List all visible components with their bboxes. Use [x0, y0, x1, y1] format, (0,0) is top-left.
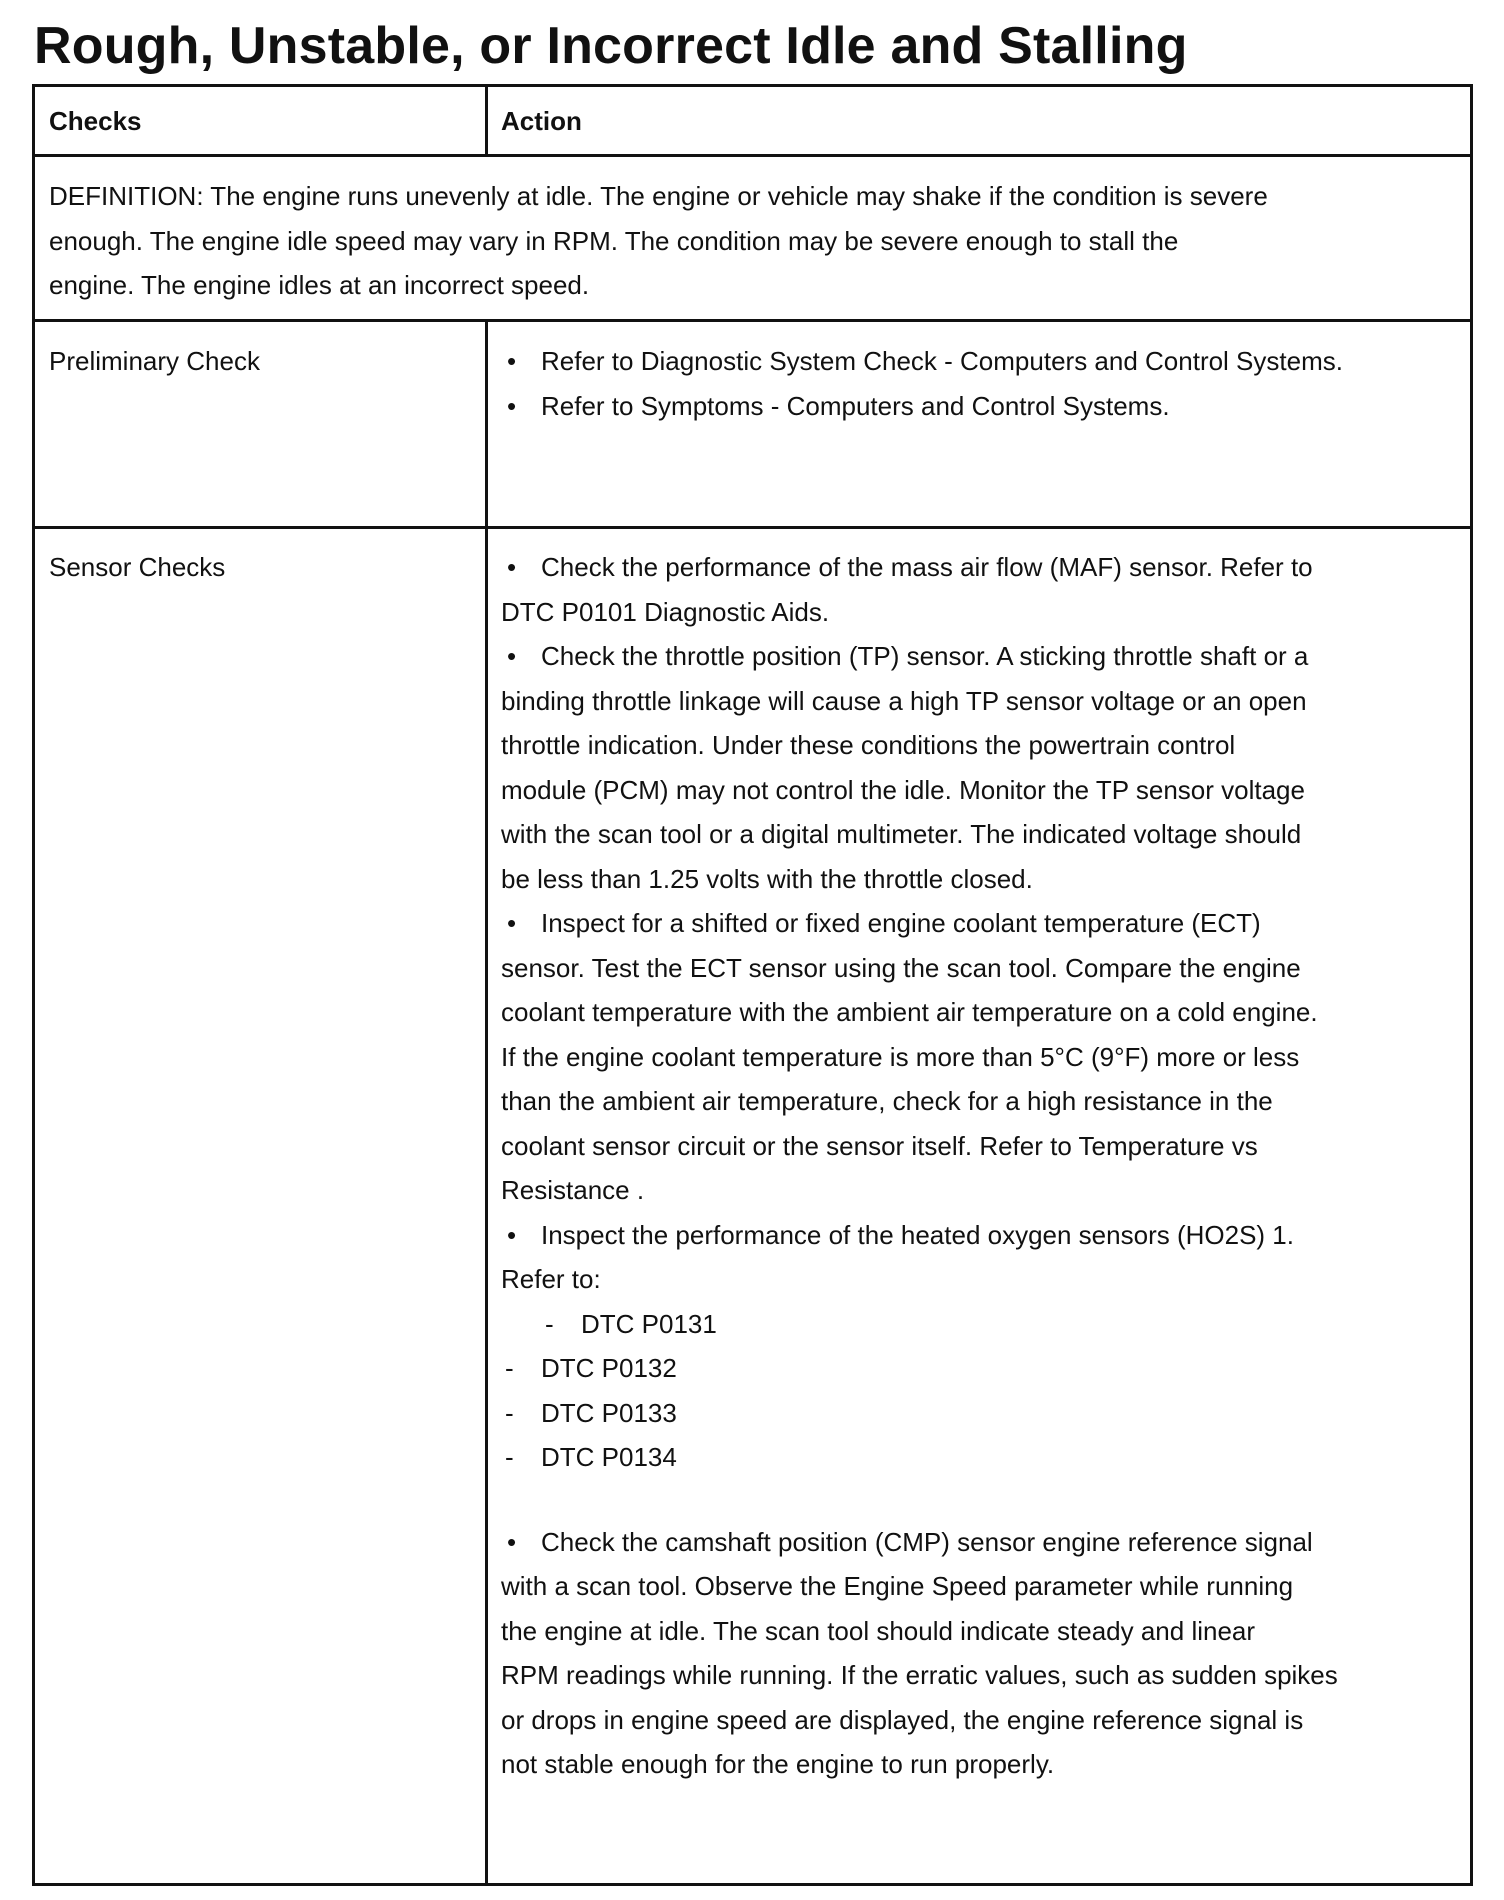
bullet-icon: •	[507, 908, 517, 938]
definition-divider	[35, 319, 1470, 322]
definition-line: engine. The engine idles at an incorrect speed.	[49, 270, 590, 300]
cmp-check-line: or drops in engine speed are displayed, the engine reference signal is	[501, 1704, 1304, 1735]
preliminary-check-actions	[501, 339, 1343, 428]
dash-icon: -	[505, 1353, 514, 1383]
sensor-checks-label: Sensor Checks	[49, 552, 226, 582]
header-action: Action	[501, 106, 582, 136]
sensor-checks-actions	[501, 545, 1338, 1787]
spacer	[501, 1480, 1338, 1520]
maf-check-line: • Check the performance of the mass air flow (MAF) sensor. Refer to	[501, 545, 1338, 590]
dtc-list-item: - DTC P0133	[501, 1391, 1338, 1436]
cmp-check-line: the engine at idle. The scan tool should indicate steady and linear	[501, 1615, 1256, 1646]
tp-check-line: throttle indication. Under these conditions the powertrain control	[501, 730, 1236, 760]
header-divider	[35, 154, 1470, 157]
ect-check-line: sensor. Test the ECT sensor using the scan tool. Compare the engine	[501, 952, 1301, 983]
tp-check-line: module (PCM) may not control the idle. Monitor the TP sensor voltage	[501, 774, 1305, 805]
header-checks: Checks	[49, 106, 142, 136]
ho2s-check-line: Refer to:	[501, 1264, 601, 1294]
cmp-check-line: not stable enough for the engine to run properly.	[501, 1749, 1055, 1779]
tp-check-line: • Check the throttle position (TP) sensor. A sticking throttle shaft or a	[501, 634, 1338, 679]
definition-line: DEFINITION: The engine runs unevenly at idle. The engine or vehicle may shake if the condition is severe	[49, 181, 1268, 211]
list-item: • Refer to Symptoms - Computers and Control Systems.	[501, 384, 1343, 429]
bullet-icon: •	[507, 1219, 517, 1250]
dash-icon: -	[545, 1308, 554, 1339]
preliminary-divider	[35, 526, 1470, 529]
page-title: Rough, Unstable, or Incorrect Idle and Stalling	[34, 17, 1188, 75]
tp-check-line: with the scan tool or a digital multimeter. The indicated voltage should	[501, 819, 1302, 849]
cmp-check-line: with a scan tool. Observe the Engine Speed parameter while running	[501, 1571, 1294, 1601]
ect-check-line: • Inspect for a shifted or fixed engine coolant temperature (ECT)	[501, 901, 1338, 946]
column-divider-top	[485, 87, 488, 157]
bullet-icon: •	[507, 552, 517, 582]
bullet-icon: •	[507, 346, 517, 376]
ect-check-line: coolant sensor circuit or the sensor itself. Refer to Temperature vs	[501, 1130, 1258, 1161]
bullet-icon: •	[507, 1526, 517, 1557]
definition-line: enough. The engine idle speed may vary in RPM. The condition may be severe enough to stall the	[49, 225, 1179, 256]
bullet-icon: •	[507, 390, 517, 421]
dtc-list-item: - DTC P0134	[501, 1435, 1338, 1480]
tp-check-line: binding throttle linkage will cause a high TP sensor voltage or an open	[501, 685, 1307, 716]
list-item: • Refer to Diagnostic System Check - Computers and Control Systems.	[501, 339, 1343, 384]
definition-text	[49, 174, 1268, 308]
dash-icon: -	[505, 1397, 514, 1428]
column-divider-bottom	[485, 319, 488, 1883]
dtc-list-item: - DTC P0132	[501, 1346, 1338, 1391]
preliminary-check-label: Preliminary Check	[49, 346, 260, 376]
cmp-check-line: RPM readings while running. If the erratic values, such as sudden spikes	[501, 1660, 1338, 1690]
cmp-check-line: • Check the camshaft position (CMP) sensor engine reference signal	[501, 1520, 1338, 1565]
tp-check-line: be less than 1.25 volts with the throttle closed.	[501, 863, 1033, 894]
ect-check-line: If the engine coolant temperature is more than 5°C (9°F) more or less	[501, 1041, 1300, 1072]
dtc-list-item: - DTC P0131	[501, 1302, 1338, 1347]
ect-check-line: Resistance .	[501, 1175, 645, 1205]
maf-check-line: DTC P0101 Diagnostic Aids.	[501, 596, 830, 627]
ect-check-line: coolant temperature with the ambient air temperature on a cold engine.	[501, 997, 1318, 1027]
dash-icon: -	[505, 1442, 514, 1472]
ho2s-check-line: • Inspect the performance of the heated oxygen sensors (HO2S) 1.	[501, 1213, 1338, 1258]
ect-check-line: than the ambient air temperature, check for a high resistance in the	[501, 1086, 1273, 1116]
diagnostic-table	[32, 84, 1473, 1886]
bullet-icon: •	[507, 641, 517, 671]
